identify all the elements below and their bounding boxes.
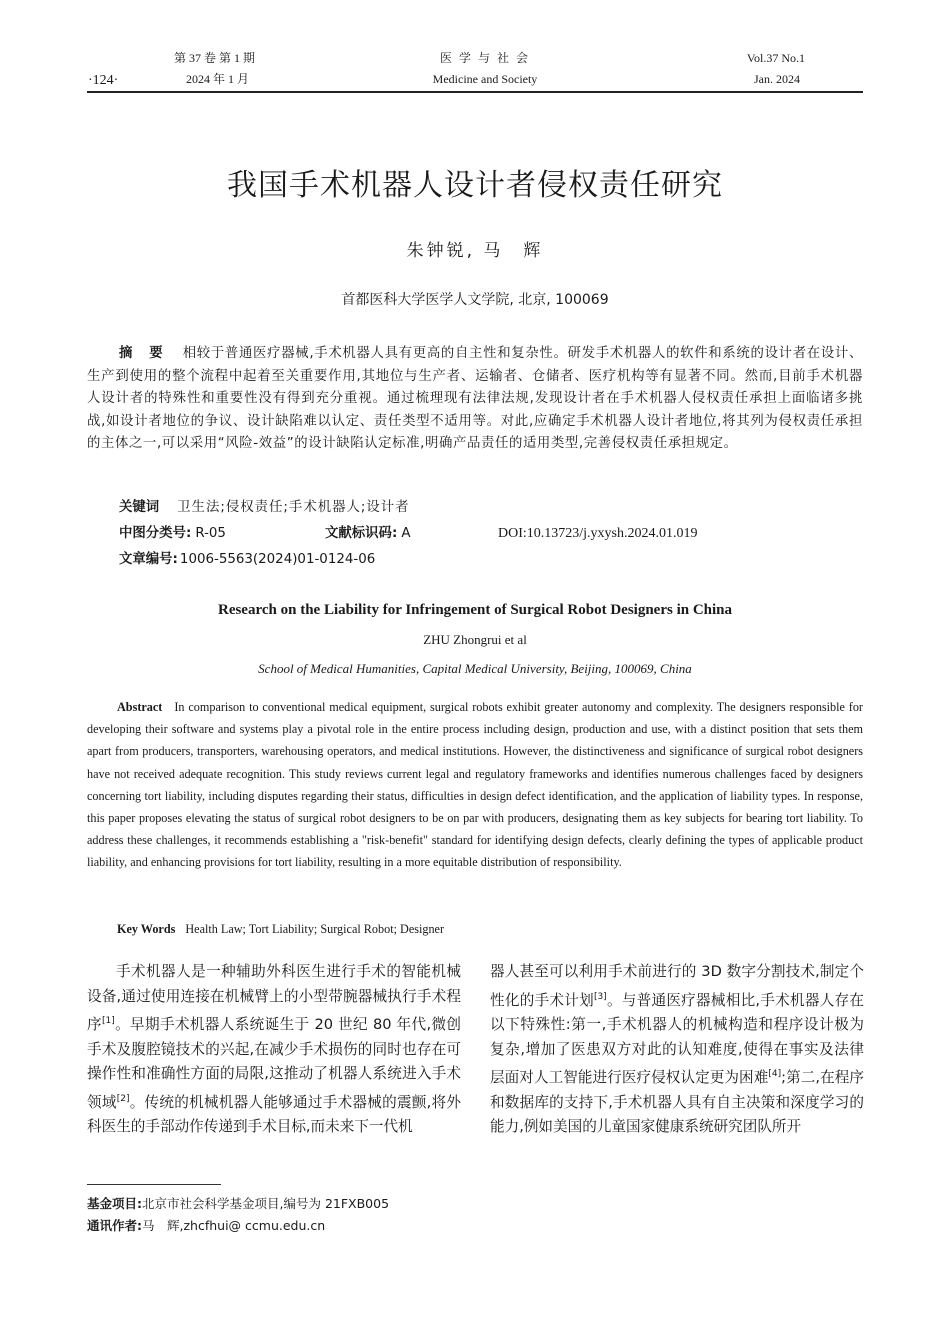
body-right-text-2: 。与普通医疗器械相比,手术机器人存在以下特殊性:第一,手术机器人的机械构造和程序设计极为复杂,增加了医患双方对此的认知难度,使得在事实及法律层面对人工智能进行医疗侵权认定更为困难: [490, 991, 864, 1087]
citation-4: [4]: [768, 1069, 782, 1080]
volume-issue-en: Vol.37 No.1: [746, 51, 805, 65]
header-rule: [87, 91, 863, 93]
date-cn: 2024 年 1 月: [186, 72, 250, 86]
english-abstract-text: In comparison to conventional medical equipment, surgical robots exhibit greater autonomy and complexity. The designers responsible for developing their software and systems play a pivotal role in the entire process including design, production and use, with a distinct position that sets them apart from producers, transporters, warehousing operators, and medical institutions. However, the distinctiveness and significance of surgical robot designers have not received adequate recognition. This study reviews current legal and regulatory frameworks and identifies numerous challenges faced by designers concerning tort liability, including disputes regarding their status, difficulties in design defect identification, and the application of liability types. In response, this paper proposes elevating the status of surgical robot designers to be on par with producers, designating them as key subjects for bearing tort liability. To address these challenges, it recommends establishing a "risk-benefit" standard for identifying design defects, clearly defining the types of applicable product liability, and enhancing provisions for tort liability, resulting in a more equitable distribution of responsibility.: [87, 700, 863, 870]
abstract-cn: [87, 343, 863, 456]
english-keywords-text: Health Law; Tort Liability; Surgical Robot; Designer: [185, 922, 445, 936]
english-keywords-label: Key Words: [117, 922, 176, 936]
english-title: Research on the Liability for Infringement of Surgical Robot Designers in China: [217, 602, 733, 618]
corresponding-author-label: 通讯作者:: [87, 1218, 142, 1233]
corresponding-author-text: 马 辉,zhcfhui@ ccmu.edu.cn: [142, 1218, 326, 1233]
page-number: ·124·: [88, 73, 119, 88]
clc-number: [119, 523, 226, 545]
english-keywords: [87, 918, 863, 940]
article-title: 我国手术机器人设计者侵权责任研究: [227, 168, 723, 203]
abstract-cn-text: 相较于普通医疗器械,手术机器人具有更高的自主性和复杂性。研发手术机器人的软件和系统的设计者在设计、生产到使用的整个流程中起着至关重要作用,其地位与生产者、运输者、仓储者、医疗机构等有显著不同。然而,目前手术机器人设计者的特殊性和重要性没有得到充分重视。通过梳理现有法律法规,发现设计者在手术机器人侵权责任承担上面临诸多挑战,如设计者地位的争议、设计缺陷难以认定、责任类型不适用等。对此,应确定手术机器人设计者地位,将其列为侵权责任承担的主体之一,可以采用“风险-效益”的设计缺陷认定标准,明确产品责任的适用类型,完善侵权责任承担规定。: [87, 346, 863, 451]
keywords-cn-text: 卫生法;侵权责任;手术机器人;设计者: [177, 500, 410, 515]
fund-label: 基金项目:: [87, 1196, 142, 1211]
body-right-text-1: 器人甚至可以利用手术前进行的 3D 数字分割技术,制定个性化的手术计划: [490, 963, 864, 1009]
keywords-cn: [119, 497, 410, 519]
citation-2: [2]: [116, 1093, 130, 1104]
document-code-label: 文献标识码:: [325, 526, 398, 541]
abstract-cn-label: 摘 要: [119, 346, 169, 361]
body-column-right: [490, 960, 864, 1140]
body-right-text-3: ;第二,在程序和数据库的支持下,手术机器人具有自主决策和深度学习的能力,例如美国的儿童国家健康系统研究团队所开: [490, 1069, 864, 1136]
article-number-value: 1006-5563(2024)01-0124-06: [179, 552, 376, 567]
article-number: [119, 549, 375, 571]
english-abstract: [87, 696, 863, 874]
english-authors: ZHU Zhongrui et al: [423, 632, 527, 647]
english-abstract-label: Abstract: [117, 700, 163, 714]
fund-text: 北京市社会科学基金项目,编号为 21FXB005: [142, 1196, 390, 1211]
document-code-value: A: [401, 526, 411, 541]
article-number-label: 文章编号:: [119, 552, 178, 567]
clc-value: R-05: [195, 526, 226, 541]
footnote-rule: [87, 1184, 221, 1185]
clc-label: 中图分类号:: [119, 526, 192, 541]
body-left-text-1: 手术机器人是一种辅助外科医生进行手术的智能机械设备,通过使用连接在机械臂上的小型带腕器械执行手术程序: [87, 963, 461, 1034]
english-affiliation: School of Medical Humanities, Capital Medical University, Beijing, 100069, China: [258, 661, 692, 676]
journal-name-en: Medicine and Society: [432, 72, 538, 86]
body-left-text-2: 。早期手术机器人系统诞生于 20 世纪 80 年代,微创手术及腹腔镜技术的兴起,在减少手术损伤的同时也存在可操作性和准确性方面的局限,这推动了机器人系统进入手术领域: [87, 1016, 461, 1111]
citation-1: [1]: [101, 1016, 115, 1027]
body-left-text-3: 。传统的机械机器人能够通过手术器械的震颤,将外科医生的手部动作传递到手术目标,而未来下一代机: [87, 1093, 461, 1136]
affiliation: 首都医科大学医学人文学院, 北京, 100069: [341, 292, 609, 308]
keywords-cn-label: 关键词: [119, 500, 160, 515]
citation-3: [3]: [593, 991, 607, 1002]
body-column-left: [87, 960, 461, 1140]
volume-issue-cn: 第 37 卷 第 1 期: [174, 51, 256, 65]
date-en: Jan. 2024: [754, 72, 800, 86]
journal-name-cn: 医 学 与 社 会: [439, 51, 530, 65]
doi: DOI:10.13723/j.yxysh.2024.01.019: [498, 526, 698, 541]
fund-footnote: [87, 1193, 389, 1215]
authors: 朱钟锐, 马 辉: [406, 241, 544, 261]
corresponding-author-footnote: [87, 1215, 325, 1237]
document-code: [325, 523, 410, 545]
